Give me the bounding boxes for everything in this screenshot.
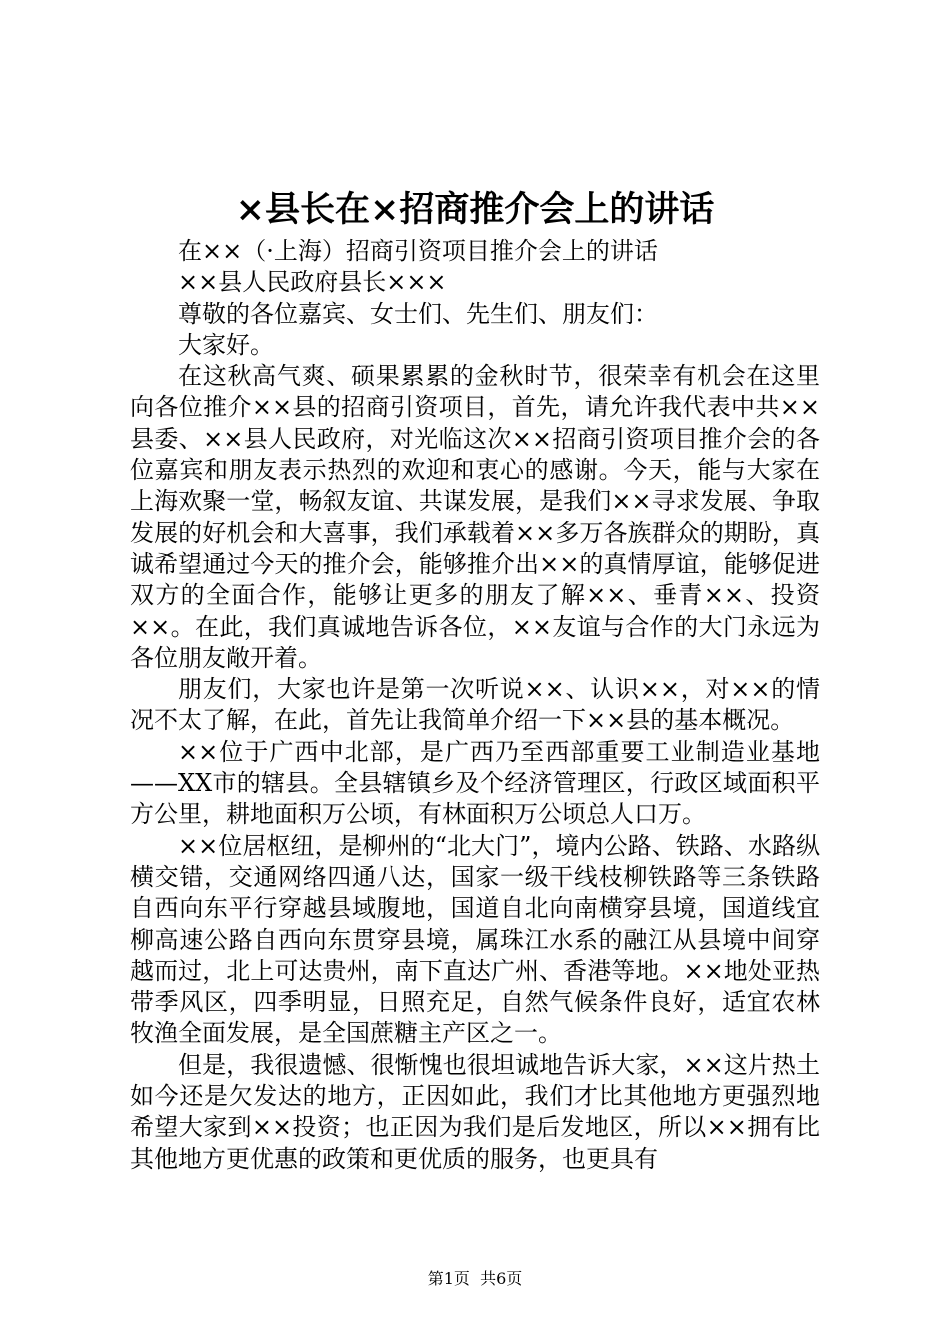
- speaker-line: ××县人民政府县长×××: [178, 268, 447, 297]
- body-paragraph: 朋友们，大家也许是第一次听说××、认识××，对××的情况不太了解，在此，首先让我简单介绍一下××县的基本概况。: [130, 675, 820, 735]
- document-title: ×县长在×招商推介会上的讲话: [235, 189, 715, 230]
- body-paragraph: ××位居枢纽，是柳州的“北大门”，境内公路、铁路、水路纵横交错，交通网络四通八达，国家一级干线枝柳铁路等三条铁路自西向东平行穿越县域腹地，国道自北向南横穿县境，国道线宜柳高速公路自西向东贯穿县境，属珠江水系的融江从县境中间穿越而过，北上可达贵州，南下直达广州、香港等地。××地处亚热带季风区，四季明显，日照充足，自然气候条件良好，适宜农林牧渔全面发展，是全国蔗糖主产区之一。: [130, 831, 820, 1048]
- body-paragraph: 在这秋高气爽、硕果累累的金秋时节，很荣幸有机会在这里向各位推介××县的招商引资项目，首先，请允许我代表中共××县委、××县人民政府，对光临这次××招商引资项目推介会的各位嘉宾和朋友表示热烈的欢迎和衷心的感谢。今天，能与大家在上海欢聚一堂，畅叙友谊、共谋发展，是我们××寻求发展、争取发展的好机会和大喜事，我们承载着××多万各族群众的期盼，真诚希望通过今天的推介会，能够推介出××的真情厚谊，能够促进双方的全面合作，能够让更多的朋友了解××、垂青××、投资××。在此，我们真诚地告诉各位，××友谊与合作的大门永远为各位朋友敞开着。: [130, 362, 820, 672]
- document-body: [130, 236, 820, 1175]
- body-paragraph: ××位于广西中北部，是广西乃至西部重要工业制造业基地——XX市的辖县。全县辖镇乡及个经济管理区，行政区域面积平方公里，耕地面积万公顷，有林面积万公顷总人口万。: [130, 737, 820, 829]
- body-paragraph: 但是，我很遗憾、很惭愧也很坦诚地告诉大家，××这片热土如今还是欠发达的地方，正因如此，我们才比其他地方更强烈地希望大家到××投资；也正因为我们是后发地区，所以××拥有比其他地方更优惠的政策和更优质的服务，也更具有: [130, 1050, 820, 1173]
- greeting: 大家好。: [178, 330, 274, 359]
- page-footer: 第1页 共6页: [427, 1269, 523, 1288]
- speech-heading: 在××（·上海）招商引资项目推介会上的讲话: [178, 237, 658, 265]
- salutation: 尊敬的各位嘉宾、女士们、先生们、朋友们：: [178, 299, 658, 328]
